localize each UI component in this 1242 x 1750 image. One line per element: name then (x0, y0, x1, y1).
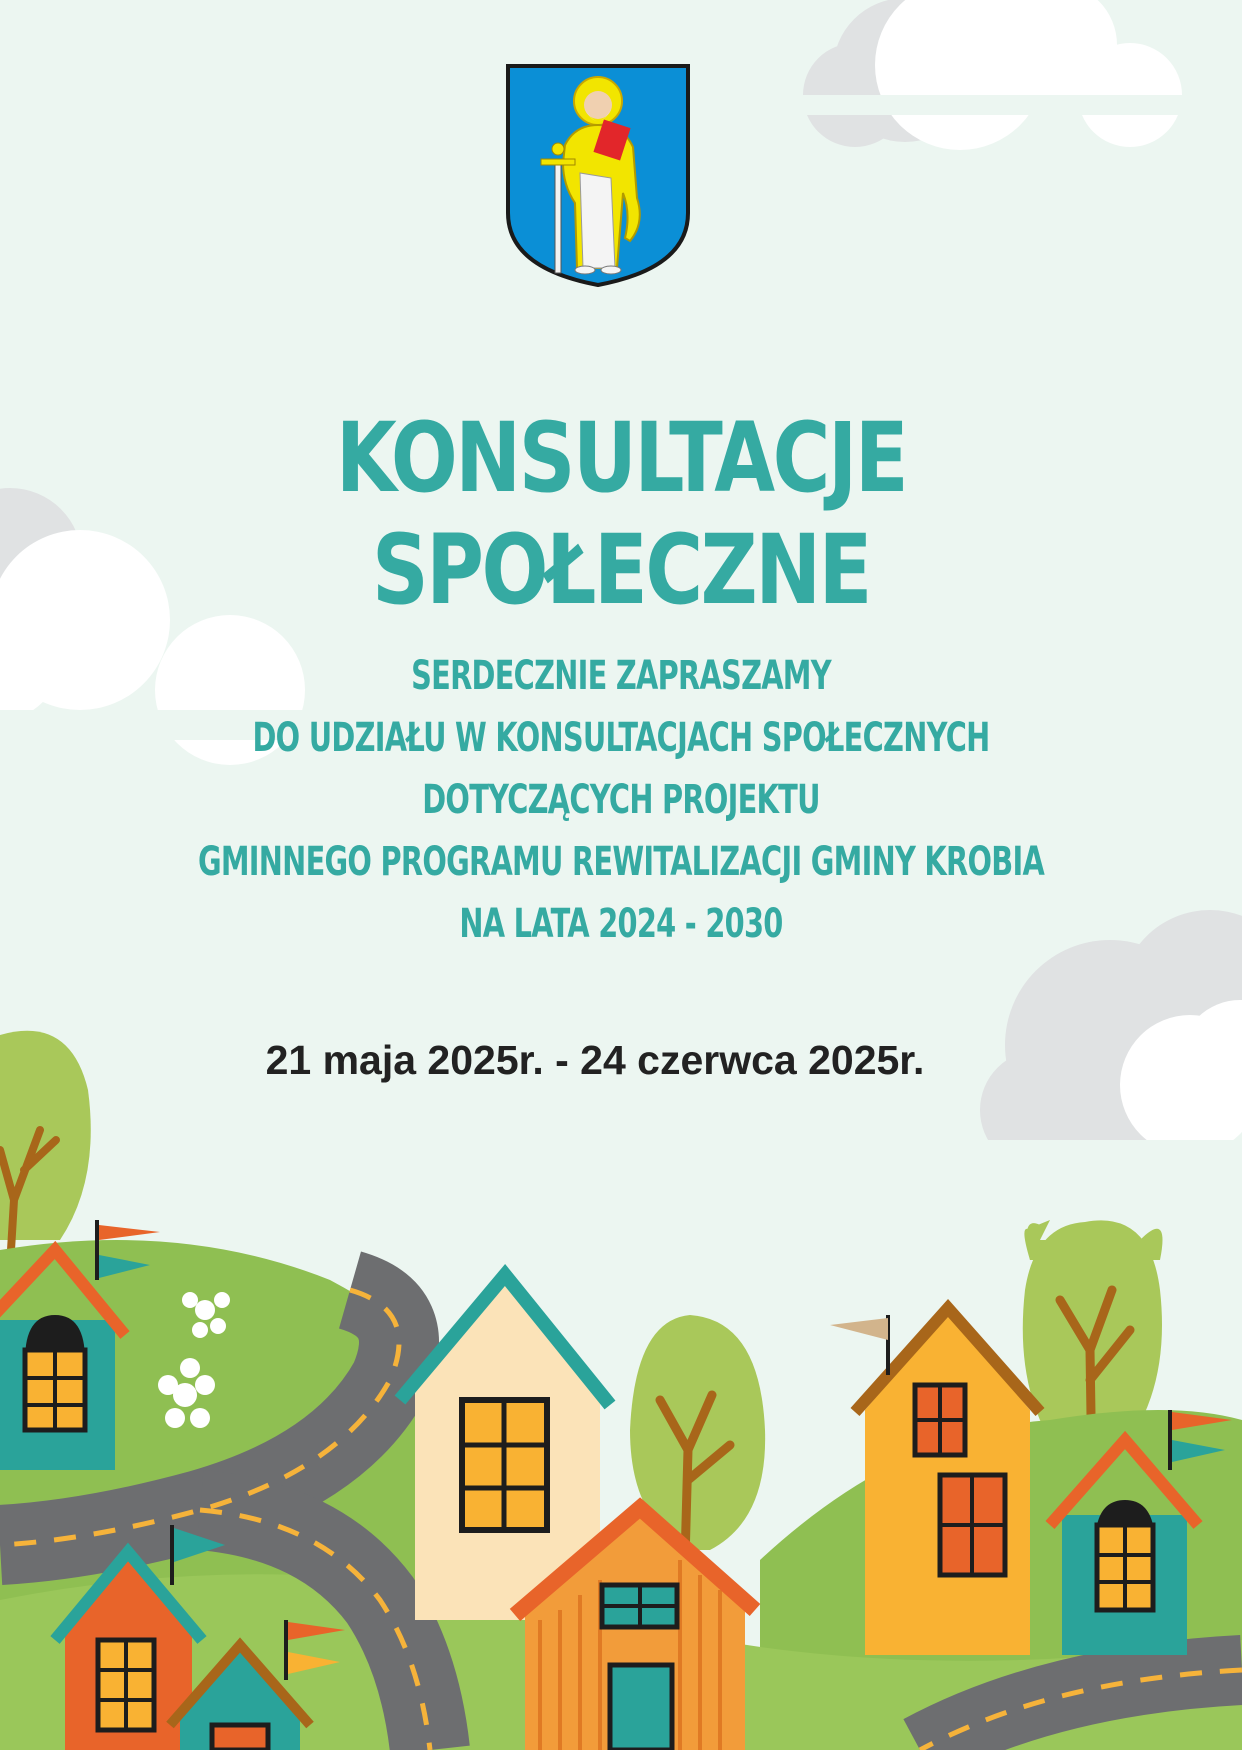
invitation-line: SERDECZNIE ZAPRASZAMY (411, 653, 831, 699)
page-title: KONSULTACJE SPOŁECZNE (335, 402, 907, 626)
invitation-line: GMINNEGO PROGRAMU REWITALIZACJI GMINY KROBIA (197, 839, 1045, 885)
consultation-dates: 21 maja 2025r. - 24 czerwca 2025r. (265, 1037, 925, 1083)
invitation-line: DOTYCZĄCYCH PROJEKTU (422, 777, 820, 823)
invitation-line: DO UDZIAŁU W KONSULTACJACH SPOŁECZNYCH (252, 715, 990, 761)
invitation-line: NA LATA 2024 - 2030 (459, 901, 783, 947)
